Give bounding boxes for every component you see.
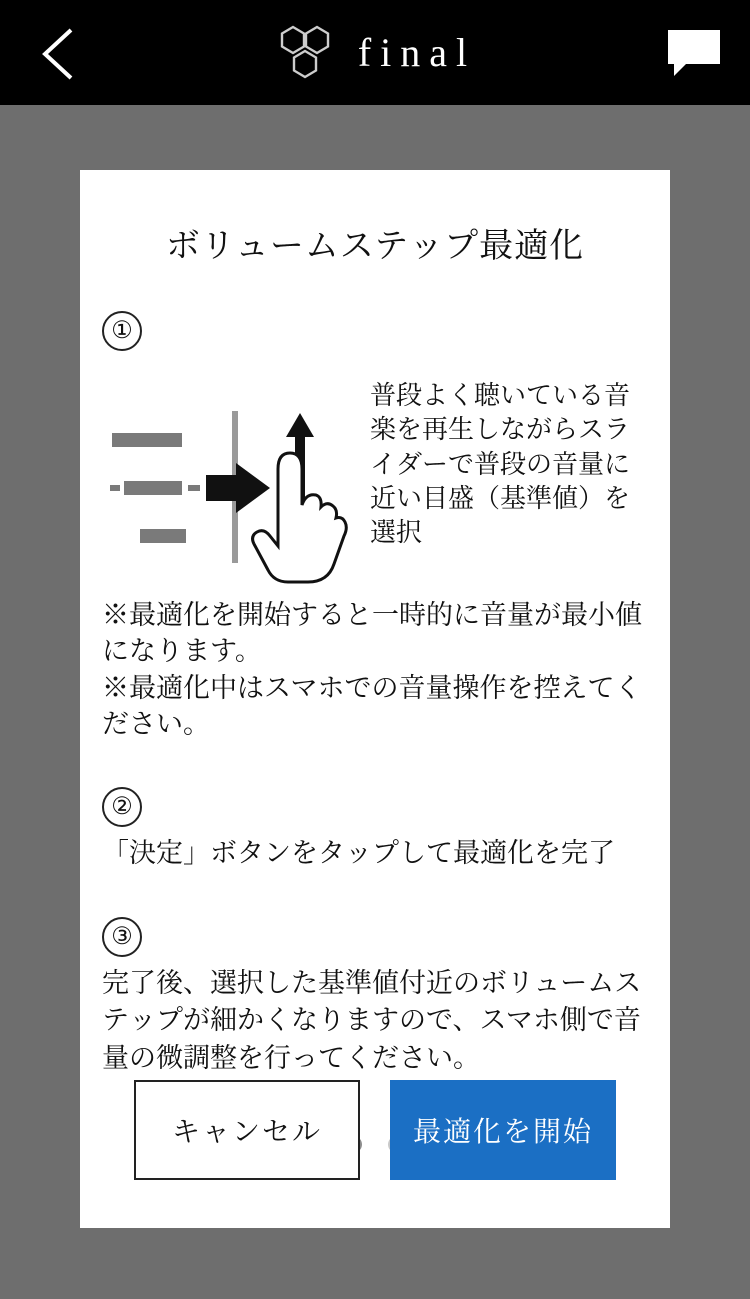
dialog-body <box>80 311 670 1153</box>
brand-text: final <box>357 30 477 75</box>
chat-bubble-icon <box>666 65 722 82</box>
step-3-text: 完了後、選択した基準値付近のボリュームステップが細かくなりますので、スマホ側で音量の微調整を行ってください。 <box>102 967 642 1074</box>
step-1-row <box>102 377 648 587</box>
dialog-title: ボリュームステップ最適化 <box>165 228 585 265</box>
step-1-text: 普段よく聴いている音楽を再生しながらスライダーで普段の音量に近い目盛（基準値）を選択 <box>370 381 631 548</box>
brand <box>0 22 750 84</box>
cancel-button[interactable]: キャンセル <box>134 1080 360 1180</box>
step-3-block <box>102 917 648 1078</box>
start-optimization-button[interactable]: 最適化を開始 <box>390 1080 616 1180</box>
chat-button[interactable] <box>666 28 722 78</box>
step-2-block <box>102 787 648 873</box>
slider-hand-drag-icon <box>110 411 350 589</box>
step-2-text: 「決定」ボタンをタップして最適化を完了 <box>102 837 615 868</box>
step-1-number-row <box>102 311 648 351</box>
dialog-actions <box>80 1080 670 1180</box>
hexagon-trio-logo-icon <box>274 25 336 81</box>
note-2: ※最適化中はスマホでの音量操作を控えてください。 <box>102 672 642 740</box>
step-2-number: ② <box>102 787 142 827</box>
note-1: ※最適化を開始すると一時的に音量が最小値になります。 <box>102 600 642 667</box>
notes <box>102 597 648 743</box>
top-bar <box>0 0 750 105</box>
step-1-number: ① <box>102 311 142 351</box>
step-3-number: ③ <box>102 917 142 957</box>
optimization-dialog <box>80 170 670 1228</box>
